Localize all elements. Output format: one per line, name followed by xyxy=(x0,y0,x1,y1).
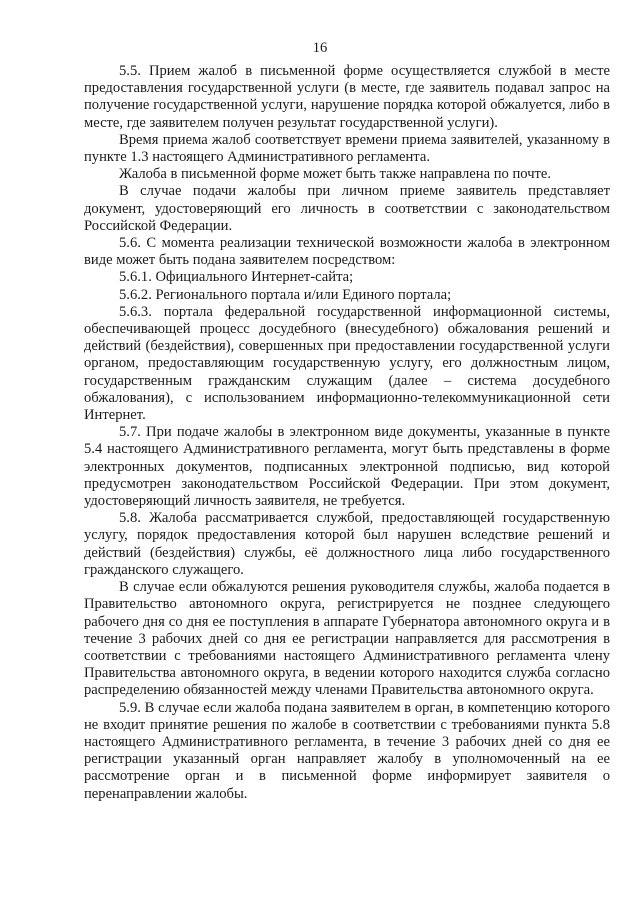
paragraph-5-6-3: 5.6.3. портала федеральной государственной информационной системы, обеспечивающей процесс досудебного (внесудебного) обжалования решений и действий (бездействия), совершенных при предоставлении государственной услуги органом, предоставляющим государственную услугу, его должностным лицом, государственным гражданским служащим (далее – система досудебного обжалования), с использованием информационно-телекоммуникационной сети Интернет. xyxy=(84,303,610,424)
paragraph-5-6-2: 5.6.2. Регионального портала и/или Единого портала; xyxy=(119,286,452,303)
document-body xyxy=(84,63,610,803)
paragraph-5-6: 5.6. С момента реализации технической возможности жалоба в электронном виде может быть подана заявителем посредством: xyxy=(84,235,610,269)
paragraph-5-9: 5.9. В случае если жалоба подана заявителем в орган, в компетенцию которого не входит принятие решения по жалобе в соответствии с требованиями пункта 5.8 настоящего Административного регламента, в течение 3 рабочих дней со дня ее регистрации указанный орган направляет жалобу в уполномоченный на ее рассмотрение орган и в письменной форме информирует заявителя о перенаправлении жалобы. xyxy=(84,699,610,802)
paragraph-head-appeal: В случае если обжалуются решения руководителя службы, жалоба подается в Правительство автономного округа, регистрируется не позднее следующего рабочего дня со дня ее поступления в аппарате Губернатора автономного округа и в течение 3 рабочих дней со дня ее регистрации направляется для рассмотрения в соответствии с требованиями настоящего Административного регламента члену Правительства автономного округа, в ведении которого находится служба согласно распределению обязанностей между членами Правительства автономного округа. xyxy=(84,579,610,699)
paragraph-5-8: 5.8. Жалоба рассматривается службой, предоставляющей государственную услугу, порядок предоставления которой был нарушен вследствие решений и действий (бездействия) службы, её должностного лица либо государственного гражданского служащего. xyxy=(84,510,610,578)
page-number: 16 xyxy=(312,40,328,56)
paragraph-5-5: 5.5. Прием жалоб в письменной форме осуществляется службой в месте предоставления государственной услуги (в месте, где заявитель подавал запрос на получение государственной услуги, нарушение порядка которой обжалуется, либо в месте, где заявителем получен результат государственной услуги). xyxy=(84,63,610,131)
paragraph-reception-time: Время приема жалоб соответствует времени приема заявителей, указанному в пункте 1.3 настоящего Административного регламента. xyxy=(84,131,610,166)
paragraph-by-mail: Жалоба в письменной форме может быть также направлена по почте. xyxy=(119,166,552,183)
paragraph-5-6-1: 5.6.1. Официального Интернет-сайта; xyxy=(119,269,354,286)
paragraph-personal-reception: В случае подачи жалобы при личном приеме заявитель представляет документ, удостоверяющий его личность в соответствии с законодательством Российской Федерации. xyxy=(84,183,610,234)
paragraph-5-7: 5.7. При подаче жалобы в электронном виде документы, указанные в пункте 5.4 настоящего Административного регламента, могут быть представлены в форме электронных документов, подписанных электронной подписью, вид которой предусмотрен законодательством Российской Федерации. При этом документ, удостоверяющий личность заявителя, не требуется. xyxy=(84,424,610,510)
